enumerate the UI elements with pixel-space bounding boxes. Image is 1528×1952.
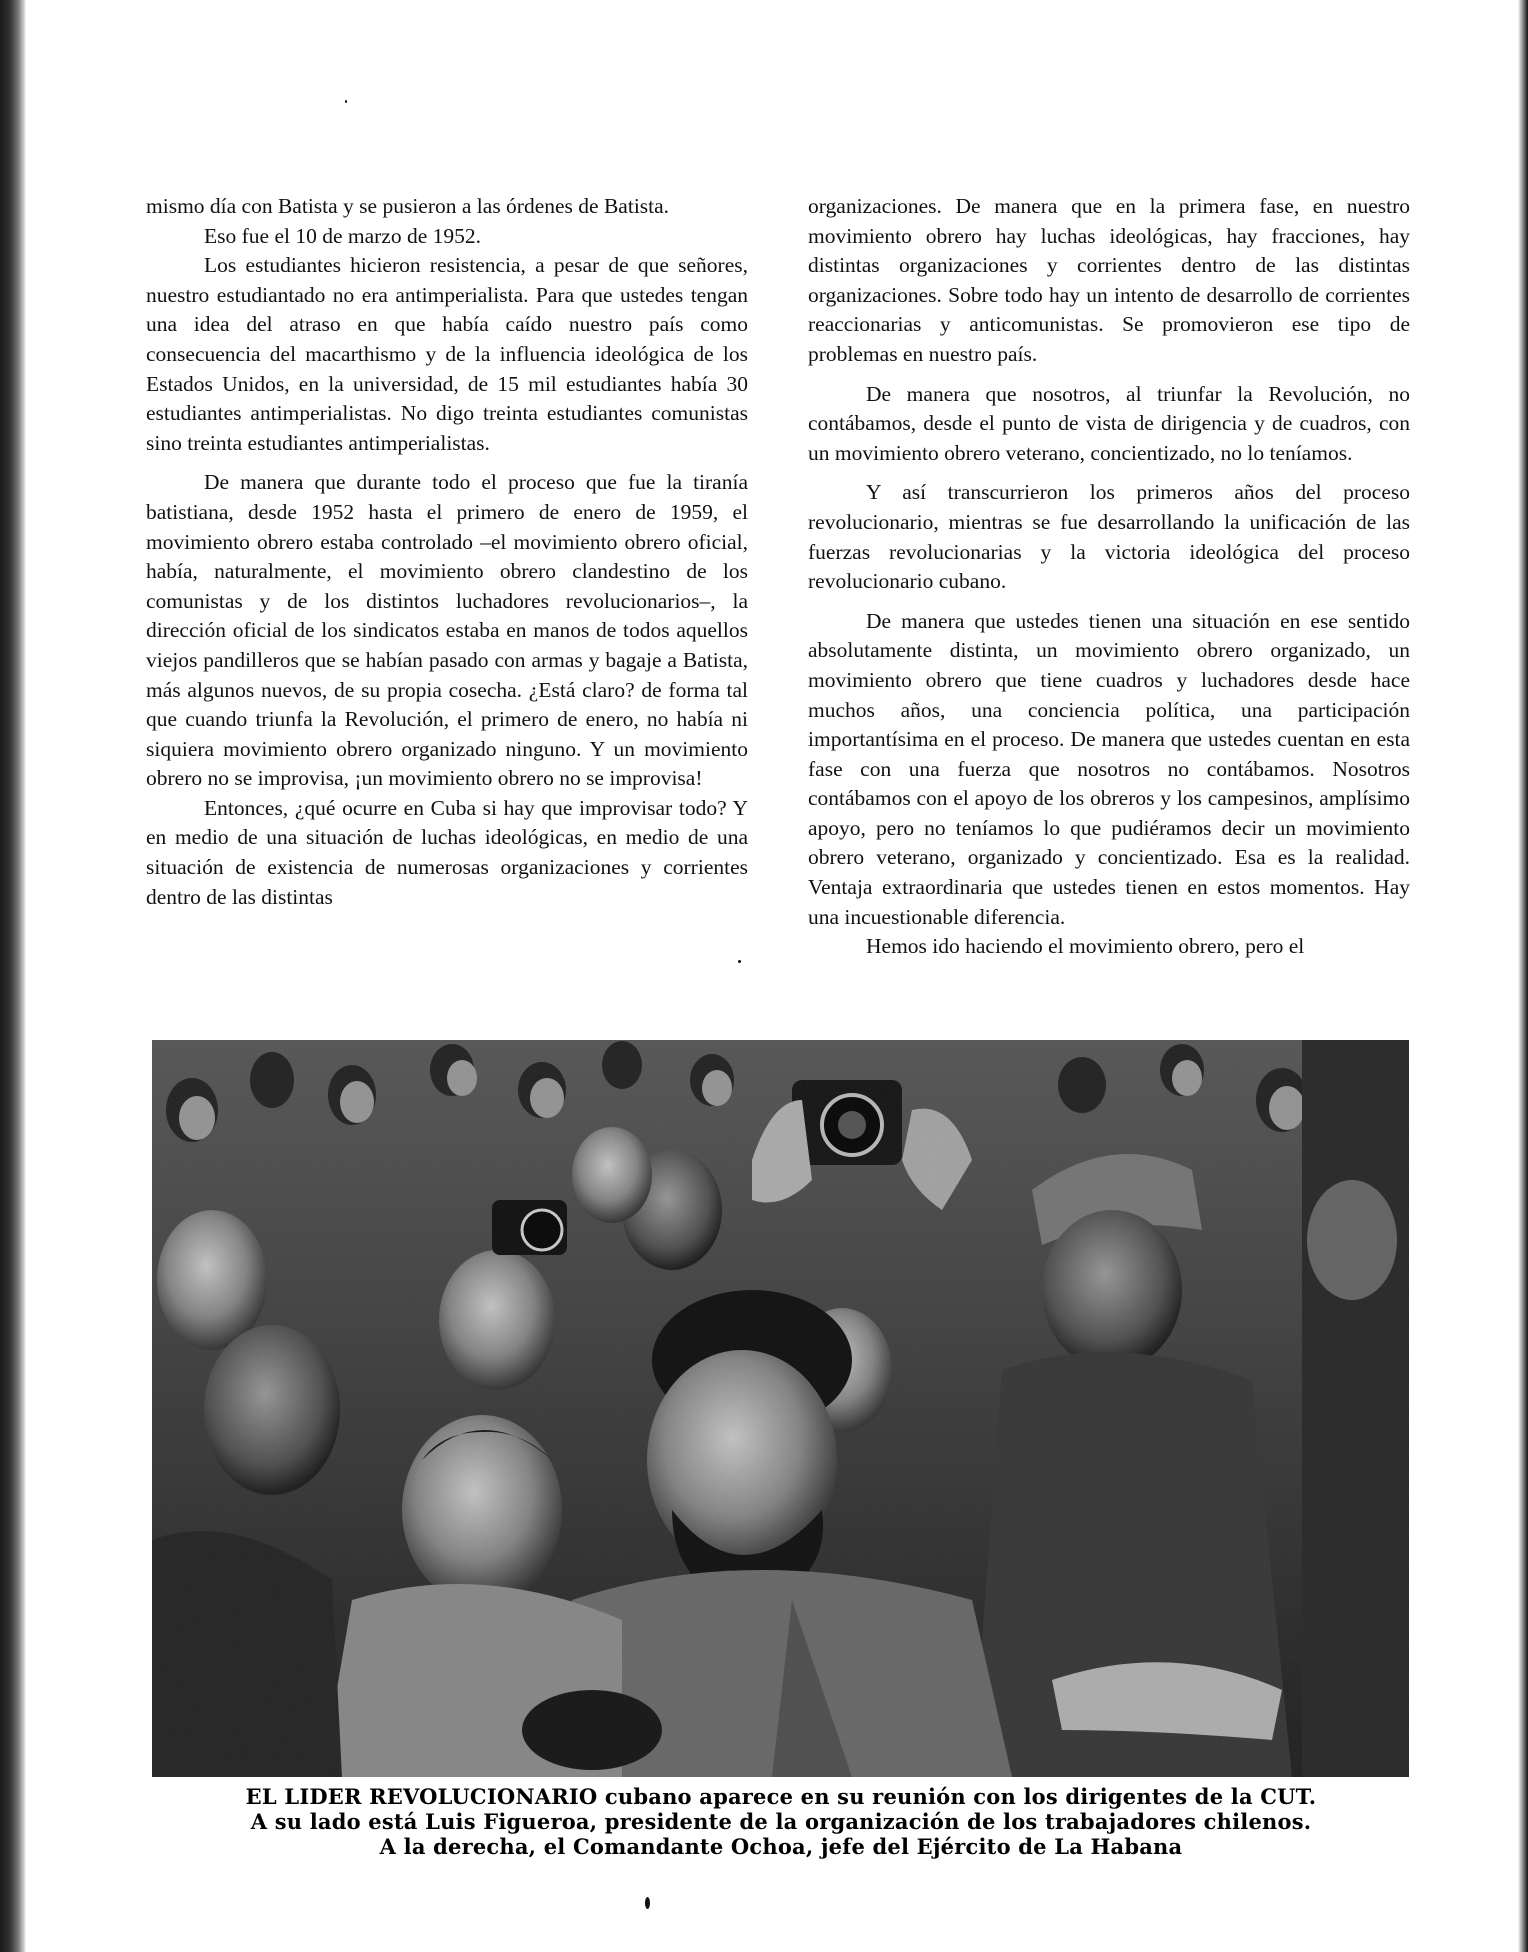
photo-caption [150, 1784, 1412, 1859]
paragraph: De manera que durante todo el proceso que fue la tiranía batistiana, desde 1952 hasta el primero de enero de 1959, el movimiento obrero estaba controlado –el movimiento obrero oficial, había, naturalmente, el movimiento obrero clandestino de los comunistas y de los distintos luchadores revolucionarios–, la dirección oficial de los sindicatos estaba en manos de todos aquellos viejos pandilleros que se habían pasado con armas y bagaje a Batista, más algunos nuevos, de su propia cosecha. ¿Está claro? de forma tal que cuando triunfa la Revolución, el primero de enero, no había ni siquiera movimiento obrero organizado ninguno. Y un movimiento obrero no se improvisa, ¡un movimiento obrero no se improvisa! [146, 470, 748, 791]
paragraph: Eso fue el 10 de marzo de 1952. [204, 223, 482, 248]
paragraph: De manera que ustedes tienen una situación en ese sentido absolutamente distinta, un movimiento obrero organizado, un movimiento obrero que tiene cuadros y luchadores desde hace muchos años, una conciencia política, una participación importantísima en el proceso. De manera que ustedes cuentan en esta fase con una fuerza que nosotros no contábamos. Nosotros contábamos con el apoyo de los obreros y los campesinos, amplísimo apoyo, pero no teníamos lo que pudiéramos decir un movimiento obrero veterano, organizado y concientizado. Esa es la realidad. Ventaja extraordinaria que ustedes tienen en estos momentos. Hay una incuestionable diferencia. [808, 608, 1410, 929]
caption-line: EL LIDER REVOLUCIONARIO cubano aparece en su reunión con los dirigentes de la CUT. [245, 1784, 1317, 1809]
scan-binding-edge [0, 0, 26, 1952]
paragraph: De manera que nosotros, al triunfar la Revolución, no contábamos, desde el punto de vista de dirigencia y de cuadros, con un movimiento obrero veterano, concientizado, no lo teníamos. [808, 381, 1410, 465]
article-left-column [146, 192, 748, 912]
paragraph: organizaciones. De manera que en la primera fase, en nuestro movimiento obrero hay luchas ideológicas, hay fracciones, hay distintas organizaciones y corrientes dentro de las distintas organizaciones. Sobre todo hay un intento de desarrollo de corrientes reaccionarias y anticomunistas. Se promovieron ese tipo de problemas en nuestro país. [808, 194, 1410, 366]
crowd-photo-illustration [152, 1040, 1409, 1777]
print-speck [345, 100, 347, 103]
caption-line: A la derecha, el Comandante Ochoa, jefe del Ejército de La Habana [379, 1834, 1183, 1859]
paragraph: Entonces, ¿qué ocurre en Cuba si hay que improvisar todo? Y en medio de una situación de luchas ideológicas, en medio de una situación de existencia de numerosas organizaciones y corrientes dentro de las distintas [146, 795, 748, 909]
paragraph: Hemos ido haciendo el movimiento obrero, pero el [866, 934, 1305, 959]
caption-line: A su lado está Luis Figueroa, presidente de la organización de los trabajadores chilenos. [250, 1809, 1312, 1834]
paragraph: Los estudiantes hicieron resistencia, a pesar de que señores, nuestro estudiantado no era antimperialista. Para que ustedes tengan una idea del atraso en que había caído nuestro país como consecuencia del macarthismo y de la influencia ideológica de los Estados Unidos, en la universidad, de 15 mil estudiantes había 30 estudiantes antimperialistas. No digo treinta estudiantes comunistas sino treinta estudiantes antimperialistas. [146, 253, 748, 455]
news-photo [152, 1040, 1409, 1777]
print-speck [738, 960, 741, 963]
print-speck [645, 1897, 650, 1909]
article-right-column [808, 192, 1410, 962]
paragraph: mismo día con Batista y se pusieron a las órdenes de Batista. [146, 194, 670, 218]
scan-right-edge [1518, 0, 1528, 1952]
paragraph: Y así transcurrieron los primeros años del proceso revolucionario, mientras se fue desarrollando la unificación de las fuerzas revolucionarias y la victoria ideológica del proceso revolucionario cubano. [808, 480, 1410, 594]
